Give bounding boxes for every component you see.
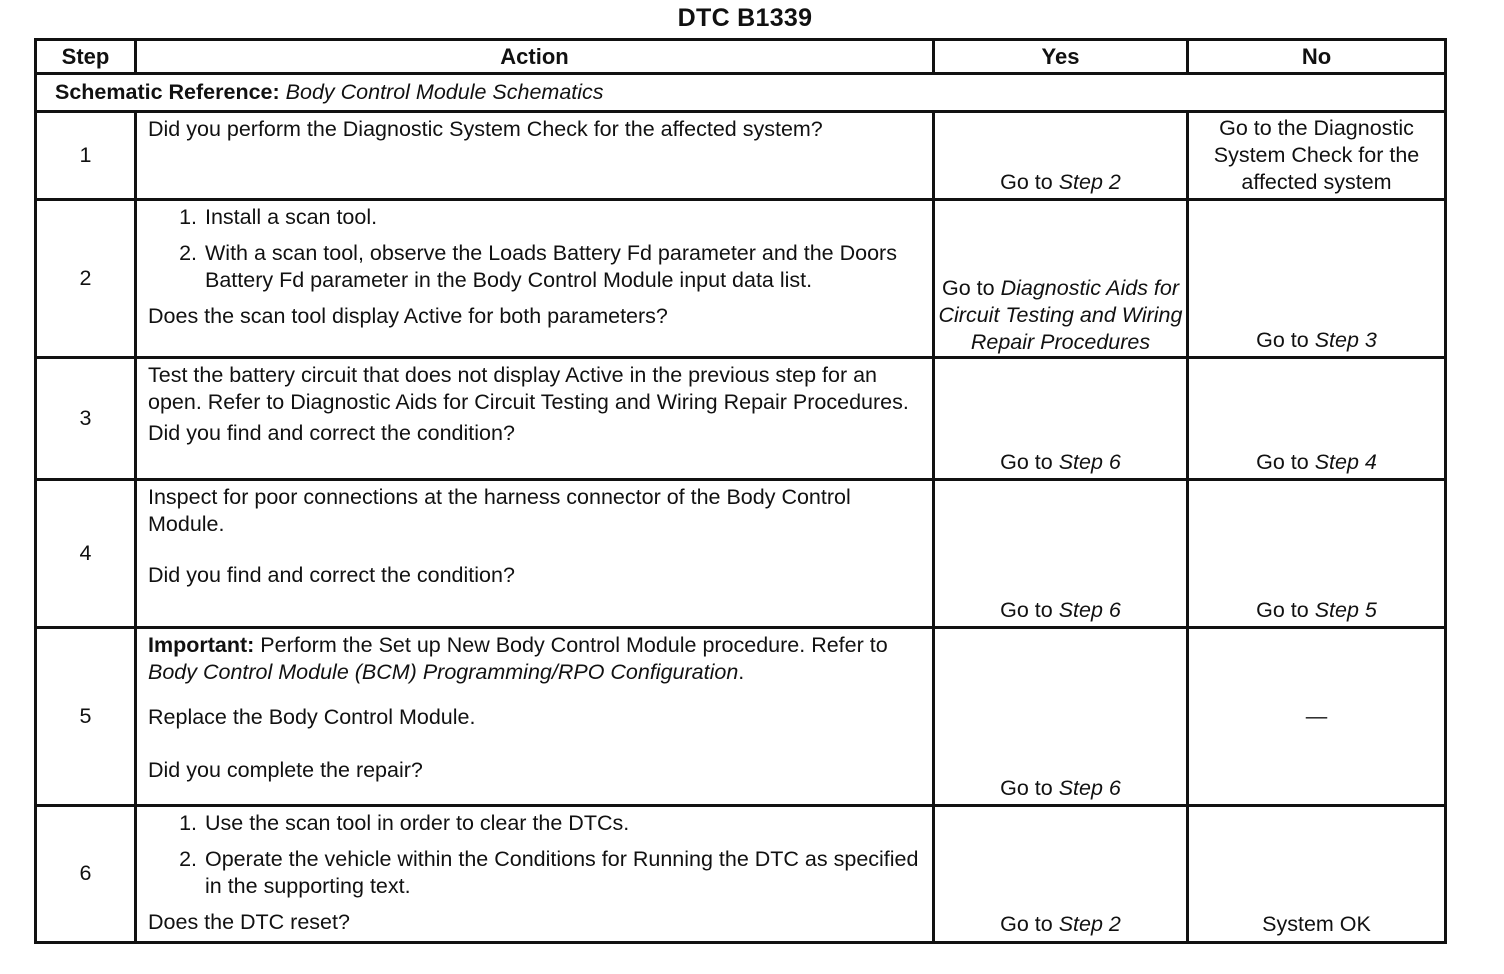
yes-link[interactable]: Step 2 [1058, 170, 1121, 195]
action-text: Inspect for poor connections at the harness connector of the Body Control Module. [148, 485, 851, 537]
no-link[interactable]: Step 4 [1314, 450, 1377, 475]
no-text[interactable]: Go to the Diagnostic System Check for the affected system [1213, 116, 1420, 195]
action-cell [136, 358, 934, 480]
page-title: DTC B1339 [677, 4, 813, 32]
no-prefix: Go to [1256, 598, 1309, 623]
yes-link[interactable]: Step 2 [1058, 912, 1121, 937]
important-end: . [738, 660, 745, 685]
list-item: 1. Use the scan tool in order to clear the DTCs. [203, 810, 924, 837]
yes-cell [934, 806, 1188, 942]
header-no: No [1188, 40, 1446, 74]
yes-link[interactable]: Diagnostic Aids for Circuit Testing and Wiring Repair Procedures [938, 276, 1183, 355]
no-link[interactable]: Step 5 [1314, 598, 1377, 623]
yes-cell [934, 112, 1188, 200]
schematic-reference [36, 74, 1446, 112]
no-prefix: Go to [1256, 450, 1309, 475]
yes-prefix: Go to [1000, 450, 1053, 475]
step-number: 5 [36, 628, 136, 806]
no-link[interactable]: Step 3 [1314, 328, 1377, 353]
table-header-row [36, 40, 1446, 74]
no-text: System OK [1262, 912, 1371, 937]
table-row [36, 480, 1446, 628]
step-number: 3 [36, 358, 136, 480]
yes-prefix: Go to [1000, 912, 1053, 937]
important-text: Perform the Set up New Body Control Module procedure. Refer to [260, 633, 888, 658]
schematic-reference-row [36, 74, 1446, 112]
action-question: Does the scan tool display Active for both parameters? [148, 304, 668, 329]
no-cell [1188, 806, 1446, 942]
action-question: Did you find and correct the condition? [148, 563, 515, 588]
action-text: Did you perform the Diagnostic System Check for the affected system? [148, 117, 823, 141]
action-cell [136, 112, 934, 200]
list-item: 2. Operate the vehicle within the Conditions for Running the DTC as specified in the supporting text. [203, 846, 924, 900]
yes-link[interactable]: Step 6 [1058, 776, 1121, 801]
yes-prefix: Go to [1000, 776, 1053, 801]
yes-link[interactable]: Step 6 [1058, 450, 1121, 475]
spacer [148, 538, 924, 562]
step-number: 6 [36, 806, 136, 942]
action-cell [136, 628, 934, 806]
spacer [148, 731, 924, 757]
action-cell [136, 806, 934, 942]
table-row [36, 112, 1446, 200]
list-item: 2. With a scan tool, observe the Loads Battery Fd parameter and the Doors Battery Fd parameter in the Body Control Module input data list. [203, 240, 924, 294]
table-row [36, 806, 1446, 942]
yes-prefix: Go to [1000, 598, 1053, 623]
table-row [36, 628, 1446, 806]
list-item: 1. Install a scan tool. [203, 204, 924, 231]
action-text: Replace the Body Control Module. [148, 705, 476, 730]
action-text: Test the battery circuit that does not display Active in the previous step for an open. Refer to Diagnostic Aids for Circuit Testing and Wiring Repair Procedures. [148, 363, 909, 415]
action-question: Does the DTC reset? [148, 910, 350, 935]
action-cell [136, 200, 934, 358]
yes-link[interactable]: Step 6 [1058, 598, 1121, 623]
no-cell [1188, 200, 1446, 358]
spacer [148, 686, 924, 704]
action-question: Did you complete the repair? [148, 758, 423, 783]
yes-prefix: Go to [941, 276, 995, 300]
action-question: Did you find and correct the condition? [148, 421, 515, 446]
table-row [36, 200, 1446, 358]
no-cell [1188, 358, 1446, 480]
no-text: — [1305, 704, 1328, 729]
header-step: Step [36, 40, 136, 74]
schematic-reference-link[interactable]: Body Control Module Schematics [285, 79, 604, 104]
yes-prefix: Go to [1000, 170, 1053, 195]
step-number: 4 [36, 480, 136, 628]
yes-cell [934, 358, 1188, 480]
no-prefix: Go to [1256, 328, 1309, 353]
table-row [36, 358, 1446, 480]
no-cell [1188, 480, 1446, 628]
action-cell [136, 480, 934, 628]
step-number: 1 [36, 112, 136, 200]
header-yes: Yes [934, 40, 1188, 74]
header-action: Action [136, 40, 934, 74]
important-link[interactable]: Body Control Module (BCM) Programming/RPO Configuration [148, 660, 739, 685]
no-cell [1188, 628, 1446, 806]
schematic-reference-label: Schematic Reference: [55, 79, 280, 104]
important-label: Important: [148, 633, 255, 658]
yes-cell [934, 628, 1188, 806]
diagnostic-table [34, 38, 1447, 944]
important-note [148, 632, 924, 686]
no-cell [1188, 112, 1446, 200]
action-list [148, 810, 924, 900]
action-list [148, 204, 924, 294]
yes-cell [934, 200, 1188, 358]
step-number: 2 [36, 200, 136, 358]
yes-cell [934, 480, 1188, 628]
